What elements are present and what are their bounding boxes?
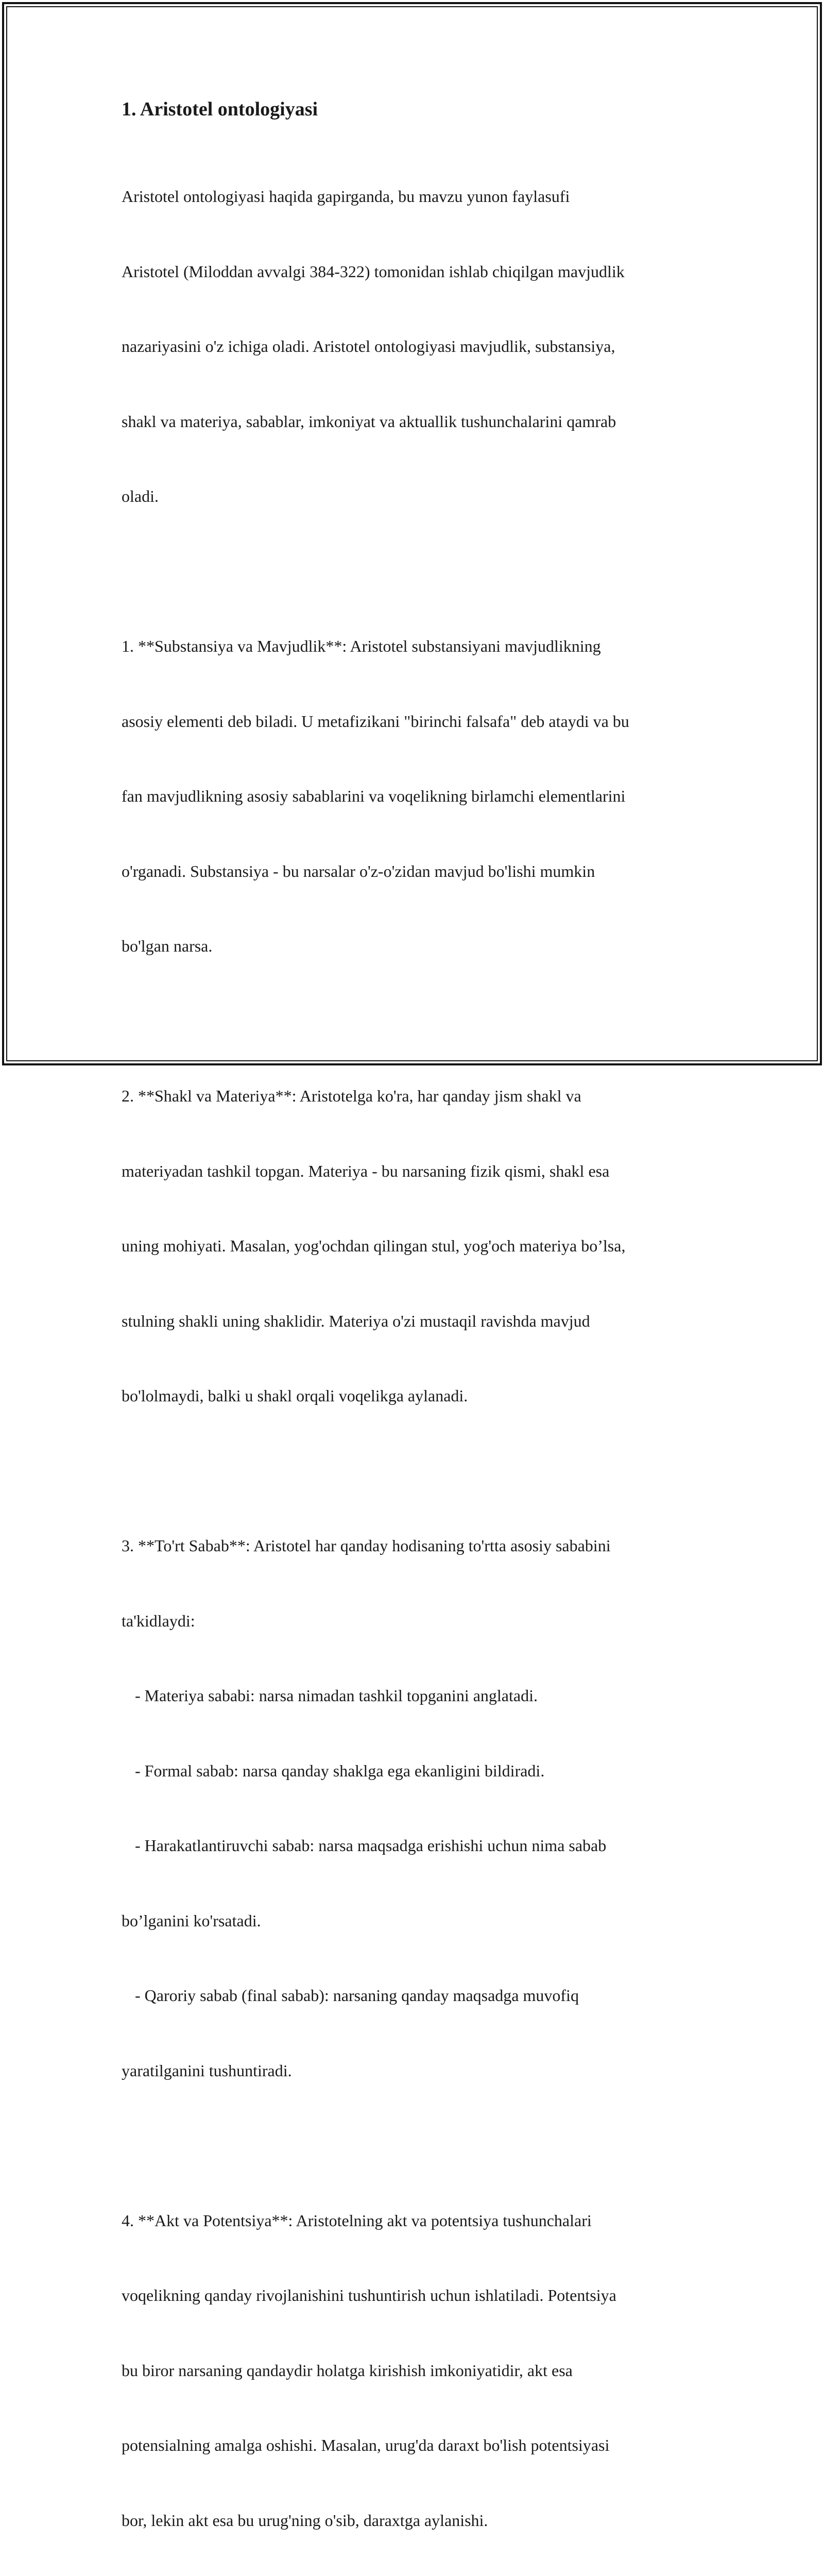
text-line: bu biror narsaning qandaydir holatga kirishish imkoniyatidir, akt esa (122, 2358, 714, 2383)
text-line: bor, lekin akt esa bu urug'ning o'sib, daraxtga aylanishi. (122, 2508, 714, 2533)
text-line: fan mavjudlikning asosiy sabablarini va voqelikning birlamchi elementlarini (122, 784, 714, 809)
text-line: ta'kidlaydi: (122, 1608, 714, 1634)
list-item: - Formal sabab: narsa qanday shaklga ega ekanligini bildiradi. (122, 1758, 714, 1784)
text-line: potensialning amalga oshishi. Masalan, urug'da daraxt bo'lish potentsiyasi (122, 2433, 714, 2458)
document-title: 1. Aristotel ontologiyasi (122, 96, 714, 123)
text-line: voqelikning qanday rivojlanishini tushuntirish uchun ishlatiladi. Potentsiya (122, 2283, 714, 2308)
list-item: - Qaroriy sabab (final sabab): narsaning qanday maqsadga muvofiq (122, 1983, 714, 2008)
text-line: 1. **Substansiya va Mavjudlik**: Aristotel substansiyani mavjudlikning (122, 634, 714, 659)
text-line: Aristotel (Miloddan avvalgi 384-322) tomonidan ishlab chiqilgan mavjudlik (122, 259, 714, 284)
text-line: bo'lolmaydi, balki u shakl orqali voqelikga aylanadi. (122, 1383, 714, 1409)
text-line: nazariyasini o'z ichiga oladi. Aristotel ontologiyasi mavjudlik, substansiya, (122, 334, 714, 359)
text-line: asosiy elementi deb biladi. U metafizikani "birinchi falsafa" deb ataydi va bu (122, 709, 714, 734)
text-line: yaratilganini tushuntiradi. (122, 2058, 714, 2083)
text-line: 3. **To'rt Sabab**: Aristotel har qanday hodisaning to'rtta asosiy sababini (122, 1533, 714, 1558)
text-line: 4. **Akt va Potentsiya**: Aristotelning akt va potentsiya tushunchalari (122, 2208, 714, 2233)
document-body (122, 96, 714, 2576)
list-item: - Materiya sababi: narsa nimadan tashkil topganini anglatadi. (122, 1683, 714, 1708)
text-line: Aristotel ontologiyasi haqida gapirganda, bu mavzu yunon faylasufi (122, 184, 714, 209)
text-line: uning mohiyati. Masalan, yog'ochdan qilingan stul, yog'och materiya bo’lsa, (122, 1233, 714, 1259)
text-line: stulning shakli uning shaklidir. Materiya o'zi mustaqil ravishda mavjud (122, 1309, 714, 1334)
text-line: bo’lganini ko'rsatadi. (122, 1908, 714, 1934)
section-shakl-materiya (122, 1033, 714, 1459)
text-line: o'rganadi. Substansiya - bu narsalar o'z-o'zidan mavjud bo'lishi mumkin (122, 859, 714, 884)
section-tort-sabab (122, 1483, 714, 2133)
intro-paragraph (122, 134, 714, 559)
text-line: oladi. (122, 484, 714, 509)
list-item: - Harakatlantiruvchi sabab: narsa maqsadga erishishi uchun nima sabab (122, 1833, 714, 1858)
text-line: materiyadan tashkil topgan. Materiya - bu narsaning fizik qismi, shakl esa (122, 1159, 714, 1184)
text-line: bo'lgan narsa. (122, 934, 714, 959)
text-line: 2. **Shakl va Materiya**: Aristotelga ko'ra, har qanday jism shakl va (122, 1083, 714, 1109)
section-akt-potentsiya (122, 2158, 714, 2576)
section-substansiya (122, 584, 714, 1009)
text-line: shakl va materiya, sabablar, imkoniyat va aktuallik tushunchalarini qamrab (122, 409, 714, 434)
